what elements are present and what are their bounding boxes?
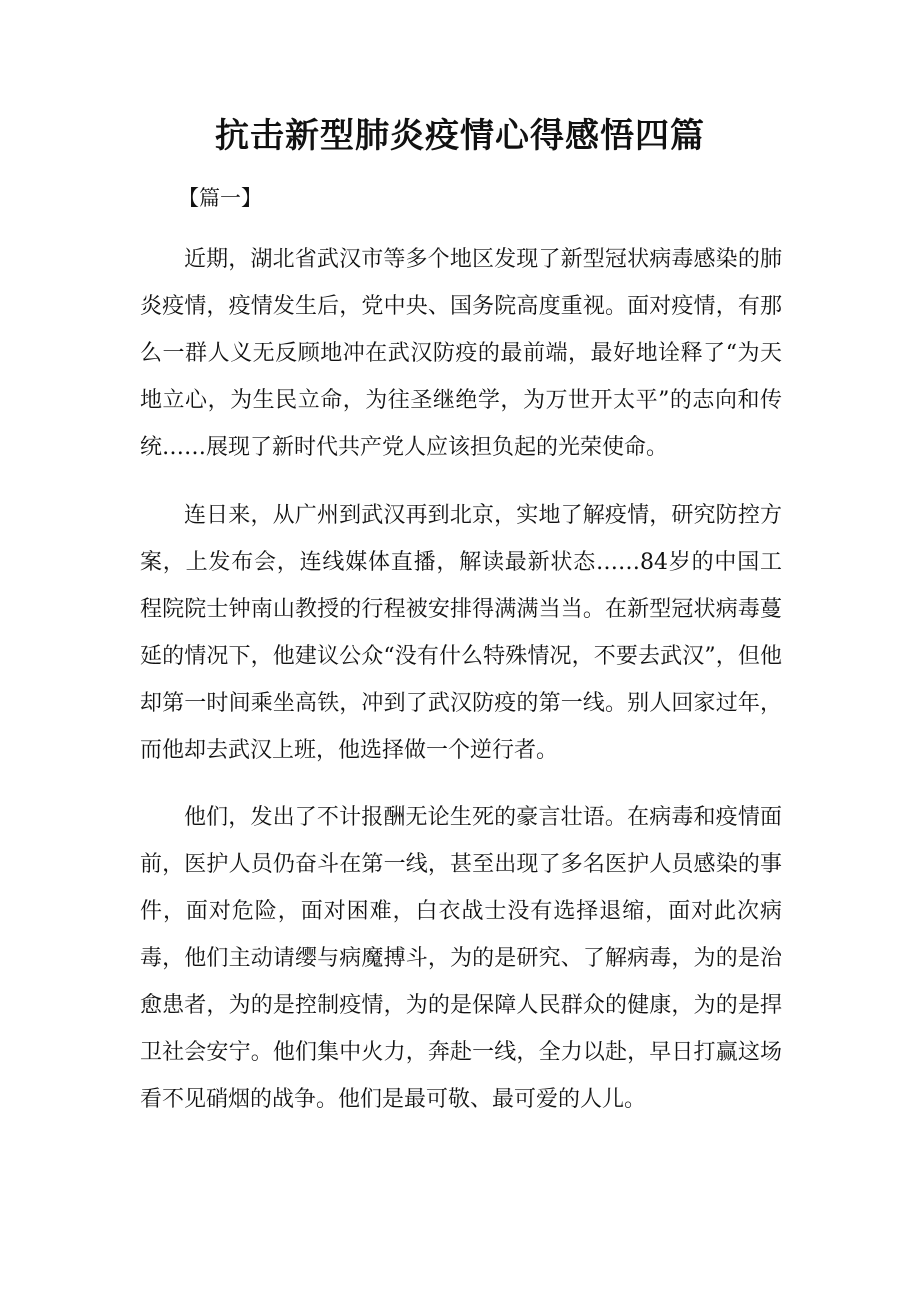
paragraph-2: 连日来，从广州到武汉再到北京，实地了解疫情，研究防控方案，上发布会，连线媒体直播，解读最新状态……84岁的中国工程院院士钟南山教授的行程被安排得满满当当。在新型冠状病毒蔓延的情况下，他建议公众“没有什么特殊情况，不要去武汉”，但他却第一时间乘坐高铁，冲到了武汉防疫的第一线。别人回家过年，而他却去武汉上班，他选择做一个逆行者。 [140, 503, 782, 763]
section-label: 【篇一】 [178, 186, 262, 210]
document-title: 抗击新型肺炎疫情心得感悟四篇 [215, 116, 705, 156]
paragraph-3: 他们，发出了不计报酬无论生死的豪言壮语。在病毒和疫情面前，医护人员仍奋斗在第一线，甚至出现了多名医护人员感染的事件，面对危险，面对困难，白衣战士没有选择退缩，面对此次病毒，他们主动请缨与病魔搏斗，为的是研究、了解病毒，为的是治愈患者，为的是控制疫情，为的是保障人民群众的健康，为的是捍卫社会安宁。他们集中火力，奔赴一线，全力以赴，早日打赢这场看不见硝烟的战争。他们是最可敬、最可爱的人儿。 [140, 805, 782, 1112]
paragraph-1: 近期，湖北省武汉市等多个地区发现了新型冠状病毒感染的肺炎疫情，疫情发生后，党中央、国务院高度重视。面对疫情，有那么一群人义无反顾地冲在武汉防疫的最前端，最好地诠释了“为天地立心，为生民立命，为往圣继绝学，为万世开太平”的志向和传统……展现了新时代共产党人应该担负起的光荣使命。 [140, 247, 782, 460]
